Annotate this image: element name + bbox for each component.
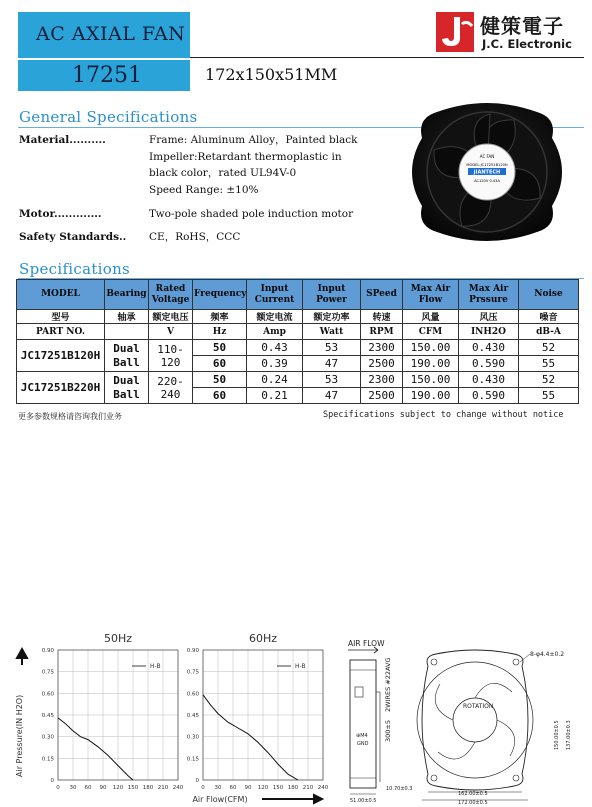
legend-label: H-B: [150, 663, 161, 670]
rotation-label: ROTATION: [463, 703, 494, 710]
col-header-power: Input Power: [303, 280, 361, 310]
airflow-cell: 150.00: [403, 372, 459, 388]
table-row: [17, 340, 579, 356]
noise-cell: 52: [519, 372, 579, 388]
unit-cell: RPM: [361, 324, 403, 340]
y-tick-label: 0.30: [186, 734, 199, 741]
dim-height-inner: 137.00±0.3: [566, 720, 572, 750]
hole-spec: 8-φ4.4±0.2: [530, 651, 565, 658]
current-cell: 0.39: [247, 356, 303, 372]
speed-cell: 2500: [361, 388, 403, 404]
y-tick-label: 0.75: [41, 669, 54, 676]
material-line-3: black color，rated UL94V-0: [149, 167, 297, 179]
speed-range: Speed Range: ±10%: [149, 184, 259, 196]
chart-panel-1: [187, 632, 329, 791]
motor-value: Two-pole shaded pole induction motor: [149, 208, 354, 220]
bearing-type: Dual Ball: [105, 340, 149, 372]
x-tick-label: 150: [272, 785, 284, 791]
col-header-cn: 噪音: [519, 310, 579, 324]
y-axis-arrow-icon: [17, 649, 27, 665]
airflow-cell: 190.00: [403, 356, 459, 372]
rated-voltage: 110-120: [149, 340, 193, 372]
x-tick-label: 30: [214, 785, 222, 791]
y-tick-label: 0.15: [186, 756, 199, 763]
x-tick-label: 0: [56, 785, 60, 791]
safety-value: CE，RoHS，CCC: [149, 231, 241, 243]
col-header-cn: 轴承: [105, 310, 149, 324]
unit-cell: [105, 324, 149, 340]
col-header-cn: 频率: [193, 310, 247, 324]
col-header-cn: 风量: [403, 310, 459, 324]
disclaimer-note: Specifications subject to change without notice: [323, 410, 564, 420]
dim-bottom-inner: 162.00±0.5: [458, 791, 488, 797]
current-cell: 0.43: [247, 340, 303, 356]
current-cell: 0.24: [247, 372, 303, 388]
safety-label: Safety Standards..: [19, 231, 127, 243]
pressure-cell: 0.590: [459, 356, 519, 372]
material-label: Material..........: [19, 134, 106, 146]
y-tick-label: 0.15: [41, 756, 54, 763]
inquiry-note: 更多参数规格请咨询我们业务: [18, 412, 122, 421]
col-header-cn: 额定电流: [247, 310, 303, 324]
power-cell: 53: [303, 372, 361, 388]
fan-label-model: MODEL:JC17251B120H: [466, 163, 508, 167]
pressure-cell: 0.430: [459, 372, 519, 388]
x-tick-label: 240: [317, 785, 329, 791]
series-line: [58, 718, 133, 780]
col-header-cn: 转速: [361, 310, 403, 324]
col-header-current: Input Current: [247, 280, 303, 310]
y-tick-label: 0.45: [186, 713, 199, 719]
airflow-cell: 190.00: [403, 388, 459, 404]
col-header-airflow: Max Air Flow: [403, 280, 459, 310]
airflow-cell: 150.00: [403, 340, 459, 356]
table-header-row: [17, 280, 579, 310]
table-row: [17, 372, 579, 388]
motor-symbol-text: ⊕M4: [356, 733, 368, 739]
model-series-banner: [18, 60, 190, 91]
x-tick-label: 120: [257, 785, 269, 791]
model-series: 17251: [72, 63, 142, 88]
specifications-table: [16, 279, 579, 404]
x-tick-label: 180: [287, 785, 299, 791]
part-number: JC17251B220H: [17, 372, 105, 404]
fan-label-type: AC FAN: [479, 154, 495, 159]
dim-side-width: 51.00±0.5: [350, 798, 377, 804]
unit-cell: Watt: [303, 324, 361, 340]
dim-height-outer: 150.00±0.5: [554, 720, 560, 750]
y-tick-label: 0.90: [41, 648, 54, 654]
col-header-cn: 型号: [17, 310, 105, 324]
noise-cell: 52: [519, 340, 579, 356]
x-tick-label: 60: [229, 785, 237, 791]
company-logo: [436, 10, 586, 56]
front-view: [417, 650, 533, 790]
chart-panel-0: [42, 632, 184, 791]
y-tick-label: 0.45: [41, 713, 54, 719]
power-cell: 47: [303, 388, 361, 404]
noise-cell: 55: [519, 388, 579, 404]
col-header-pressure: Max Air Prssure: [459, 280, 519, 310]
y-tick-label: 0.90: [186, 648, 199, 654]
x-tick-label: 180: [142, 785, 154, 791]
dim-flange: 10.70±0.3: [386, 786, 413, 792]
legend-label: H-B: [295, 663, 306, 670]
y-tick-label: 0: [50, 778, 54, 784]
svg-text:GND: GND: [357, 741, 369, 747]
col-header-noise: Noise: [519, 280, 579, 310]
x-tick-label: 0: [201, 785, 205, 791]
speed-cell: 2300: [361, 340, 403, 356]
power-cell: 53: [303, 340, 361, 356]
x-tick-label: 90: [244, 785, 252, 791]
fan-label-brand: JIANTECH: [473, 169, 501, 176]
x-tick-label: 90: [99, 785, 107, 791]
col-header-speed: SPeed: [361, 280, 403, 310]
material-line-1: Frame: Aluminum Alloy，Painted black: [149, 134, 358, 146]
wire-length: 300±5: [384, 720, 392, 742]
frequency-cell: 50: [193, 372, 247, 388]
part-number: JC17251B120H: [17, 340, 105, 372]
unit-cell: CFM: [403, 324, 459, 340]
general-spec-title: General Specifications: [19, 108, 198, 126]
unit-cell: INH2O: [459, 324, 519, 340]
col-header-model: MODEL: [17, 280, 105, 310]
motor-label: Motor.............: [19, 208, 102, 220]
noise-cell: 55: [519, 356, 579, 372]
product-dimensions: 172x150x51MM: [205, 65, 338, 84]
material-line-2: Impeller:Retardant thermoplastic in: [149, 151, 342, 163]
performance-charts: [0, 625, 340, 807]
chart-title: 50Hz: [103, 632, 133, 645]
product-type: AC AXIAL FAN: [36, 23, 186, 45]
side-view-outline: [350, 660, 376, 788]
jc-logo-icon: [436, 12, 474, 52]
x-tick-label: 60: [84, 785, 92, 791]
x-tick-label: 210: [302, 785, 314, 791]
y-tick-label: 0: [195, 778, 199, 784]
col-header-cn: 额定功率: [303, 310, 361, 324]
unit-cell: PART NO.: [17, 324, 105, 340]
chart-title: 60Hz: [248, 632, 278, 645]
x-tick-label: 210: [157, 785, 169, 791]
y-tick-label: 0.60: [186, 691, 199, 698]
fan-product-image: [402, 98, 572, 246]
unit-cell: Amp: [247, 324, 303, 340]
speed-cell: 2500: [361, 356, 403, 372]
frequency-cell: 60: [193, 356, 247, 372]
air-flow-label: AIR FLOW: [348, 639, 385, 648]
col-header-cn: 风压: [459, 310, 519, 324]
unit-cell: V: [149, 324, 193, 340]
dimension-drawing: [340, 632, 592, 807]
y-tick-label: 0.60: [41, 691, 54, 698]
x-tick-label: 30: [69, 785, 77, 791]
series-line: [203, 695, 298, 780]
wire-spec: 2WIRES #22AVG: [384, 657, 392, 712]
company-name-en: J.C. Electronic: [482, 37, 572, 51]
pressure-cell: 0.590: [459, 388, 519, 404]
frequency-cell: 60: [193, 388, 247, 404]
dim-bottom-outer: 172.00±0.5: [458, 800, 488, 806]
y-tick-label: 0.75: [186, 669, 199, 676]
current-cell: 0.21: [247, 388, 303, 404]
fan-label-voltage: AC120V 0.43A: [474, 179, 500, 183]
power-cell: 47: [303, 356, 361, 372]
col-header-bearing: Bearing: [105, 280, 149, 310]
x-axis-arrow-icon: [262, 795, 322, 803]
speed-cell: 2300: [361, 372, 403, 388]
y-axis-label: Air Pressure(IN H2O): [15, 694, 24, 777]
frequency-cell: 50: [193, 340, 247, 356]
specifications-title: Specifications: [19, 260, 131, 278]
x-axis-label: Air Flow(CFM): [192, 795, 248, 804]
table-units-row: [17, 324, 579, 340]
company-name-cn: 健策電子: [480, 14, 564, 38]
unit-cell: Hz: [193, 324, 247, 340]
table-header-cn-row: [17, 310, 579, 324]
col-header-frequency: Frequency: [193, 280, 247, 310]
product-type-banner: [18, 12, 190, 58]
x-tick-label: 120: [112, 785, 124, 791]
x-tick-label: 150: [127, 785, 139, 791]
x-tick-label: 240: [172, 785, 184, 791]
pressure-cell: 0.430: [459, 340, 519, 356]
rated-voltage: 220-240: [149, 372, 193, 404]
unit-cell: dB-A: [519, 324, 579, 340]
col-header-cn: 额定电压: [149, 310, 193, 324]
col-header-voltage: Rated Voltage: [149, 280, 193, 310]
header-divider: [190, 57, 584, 58]
y-tick-label: 0.30: [41, 734, 54, 741]
bearing-type: Dual Ball: [105, 372, 149, 404]
